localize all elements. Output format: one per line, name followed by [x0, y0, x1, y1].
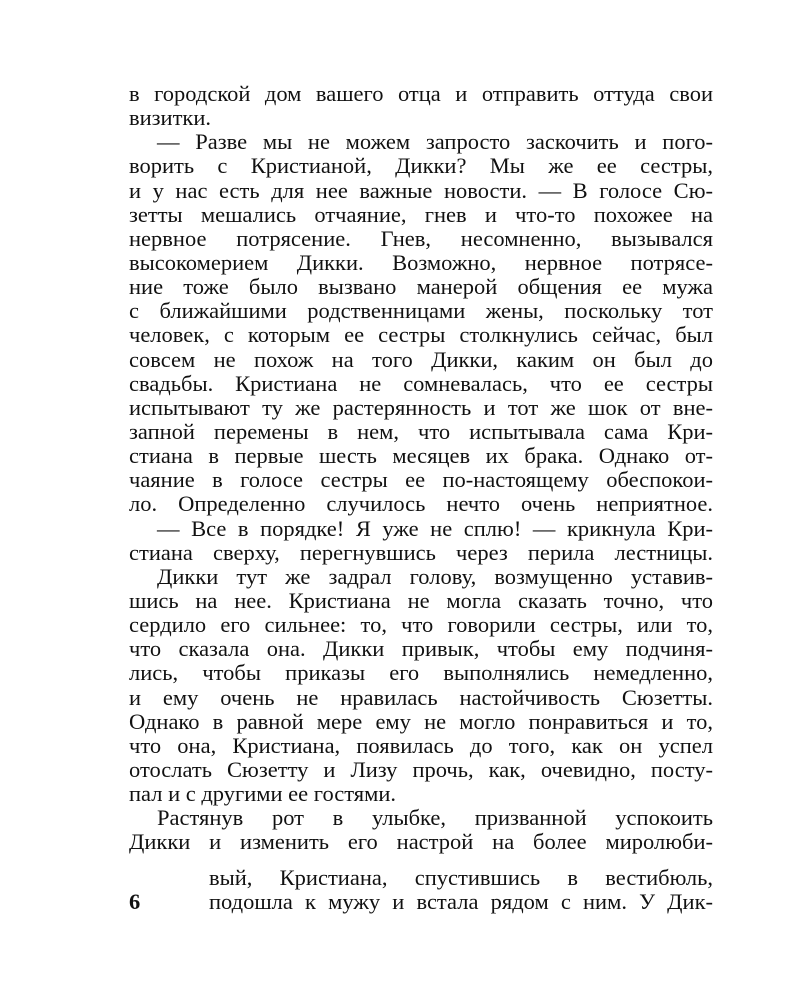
text-line: стиана в первые шесть месяцев их брака. Однако от-: [129, 443, 713, 469]
text-line: что сказала она. Дикки привык, чтобы ему подчиня-: [129, 636, 713, 662]
text-line: Однако в равной мере ему не могло понравиться и то,: [129, 708, 713, 734]
text-line: ворить с Кристианой, Дикки? Мы же ее сестры,: [129, 153, 713, 179]
text-line: пал и с другими ее гостями.: [129, 781, 397, 807]
text-line: Дикки и изменить его настрой на более миролюби-: [129, 829, 713, 855]
text-line: человек, с которым ее сестры столкнулись сейчас, был: [129, 322, 713, 348]
text-line: испытывают ту же растерянность и тот же шок от вне-: [129, 394, 713, 420]
text-line: и ему очень не нравилась настойчивость Сюзетты.: [129, 684, 713, 710]
text-line: — Разве мы не можем запросто заскочить и пого-: [157, 129, 713, 155]
text-line: стиана сверху, перегнувшись через перила лестницы.: [129, 539, 713, 565]
text-line: визитки.: [129, 105, 212, 131]
text-line: ло. Определенно случилось нечто очень неприятное.: [129, 491, 713, 517]
text-line: зетты мешались отчаяние, гнев и что-то похожее на: [129, 201, 713, 227]
text-line: чаяние в голосе сестры ее по-настоящему обеспокои-: [129, 467, 713, 493]
body-text-continued: [129, 866, 713, 914]
text-line: Дикки тут же задрал голову, возмущенно уставив-: [157, 563, 713, 589]
text-line: с ближайшими родственницами жены, поскольку тот: [129, 298, 713, 324]
text-line: ние тоже было вызвано манерой общения ее мужа: [129, 274, 713, 300]
text-line: отослать Сюзетту и Лизу прочь, как, очевидно, посту-: [129, 756, 713, 782]
text-line: запной перемены в нем, что испытывала сама Кри-: [129, 418, 713, 444]
text-line: совсем не похож на того Дикки, каким он был до: [129, 346, 713, 372]
text-line: лись, чтобы приказы его выполнялись немедленно,: [129, 660, 713, 686]
text-line: высокомерием Дикки. Возможно, нервное потрясе-: [129, 249, 713, 275]
text-line: и у нас есть для нее важные новости. — В голосе Сю-: [129, 177, 713, 203]
text-line: свадьбы. Кристиана не сомневалась, что ее сестры: [129, 370, 713, 396]
text-line: в городской дом вашего отца и отправить оттуда свои: [129, 81, 713, 106]
text-line: подошла к мужу и встала рядом с ним. У Дик-: [209, 889, 713, 915]
text-line: шись на нее. Кристиана не могла сказать точно, что: [129, 587, 713, 613]
page-number: 6: [129, 889, 141, 914]
text-line: вый, Кристиана, спустившись в вестибюль,: [209, 865, 713, 890]
text-line: сердило его сильнее: то, что говорили сестры, или то,: [129, 612, 713, 638]
text-line: — Все в порядке! Я уже не сплю! — крикнула Кри-: [157, 515, 713, 541]
text-line: что она, Кристиана, появилась до того, как он успел: [129, 732, 713, 758]
text-line: Растянув рот в улыбке, призванной успокоить: [157, 805, 713, 831]
text-line: нервное потрясение. Гнев, несомненно, вызывался: [129, 225, 713, 251]
body-text: [129, 82, 713, 855]
